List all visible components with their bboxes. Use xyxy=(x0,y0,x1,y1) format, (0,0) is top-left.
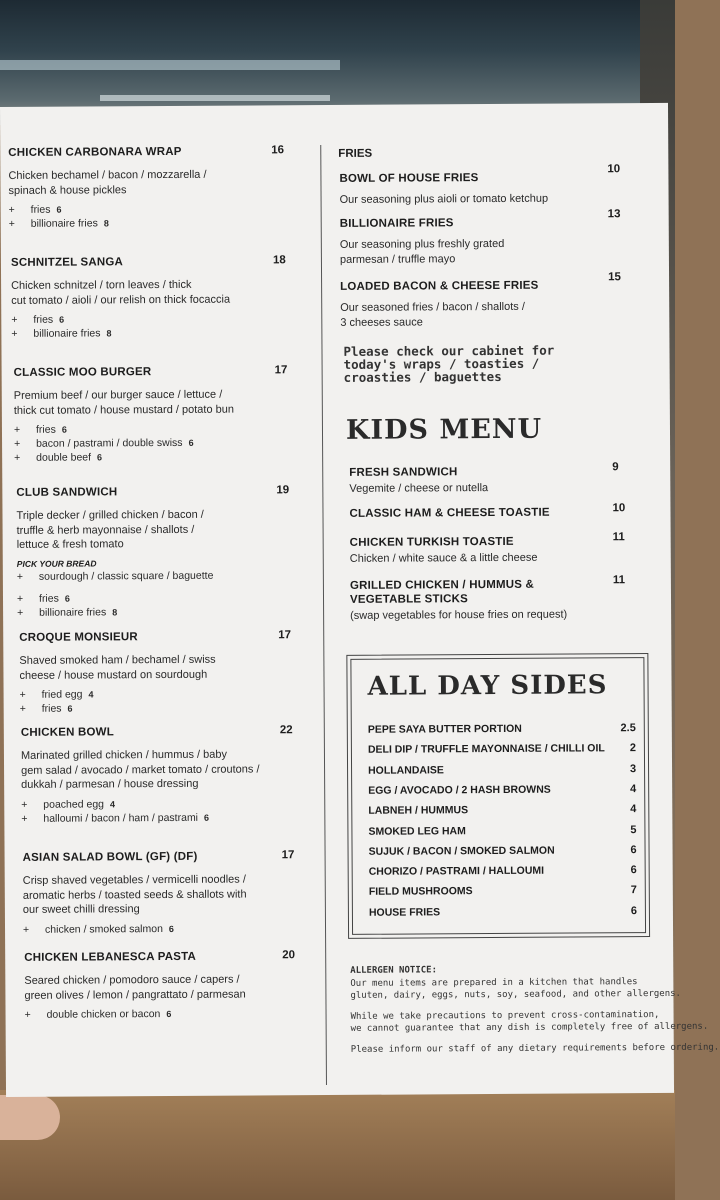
side-price: 2.5 xyxy=(620,722,636,735)
kids-item-name: VEGETABLE STICKS xyxy=(349,593,469,606)
item-description: our sweet chilli dressing xyxy=(22,903,140,916)
add-on-price: 6 xyxy=(168,923,174,934)
side-row xyxy=(368,824,636,842)
side-price: 2 xyxy=(629,742,636,755)
bread-option xyxy=(17,569,214,582)
kids-item-name: CLASSIC HAM & CHEESE TOASTIE xyxy=(349,506,550,520)
item-price: 17 xyxy=(278,629,292,642)
pick-your-bread-label: PICK YOUR BREAD xyxy=(16,557,97,569)
add-on-price: 8 xyxy=(106,328,112,339)
plus-icon: + xyxy=(24,1008,31,1021)
add-on-label: billionaire fries xyxy=(30,217,98,230)
add-on-price: 6 xyxy=(67,703,73,714)
item-price: 17 xyxy=(274,364,288,377)
side-row xyxy=(368,783,636,801)
kids-item-price: 10 xyxy=(612,502,626,515)
side-name: HOUSE FRIES xyxy=(368,906,441,919)
item-description: thick cut tomato / house mustard / potato bun xyxy=(13,403,235,417)
plus-icon: + xyxy=(16,570,24,583)
item-description: Crisp shaved vegetables / vermicelli noodles / xyxy=(22,873,246,887)
kids-item-description: Chicken / white sauce & a little cheese xyxy=(349,551,538,565)
item-name: CHICKEN LEBANESCA PASTA xyxy=(24,950,197,964)
kids-item-name: CHICKEN TURKISH TOASTIE xyxy=(349,535,514,549)
plus-icon: + xyxy=(19,702,26,715)
add-on-label: fries xyxy=(35,423,56,436)
item-description: Seared chicken / pomodoro sauce / capers / xyxy=(24,973,240,987)
side-price: 5 xyxy=(630,823,637,836)
display-shelf xyxy=(0,60,340,70)
column-divider xyxy=(320,145,327,1085)
side-name: CHORIZO / PASTRAMI / HALLOUMI xyxy=(368,864,545,878)
item-description: cut tomato / aioli / our relish on thick focaccia xyxy=(11,293,231,307)
side-row xyxy=(369,864,637,882)
side-row xyxy=(368,763,636,781)
side-name: EGG / AVOCADO / 2 HASH BROWNS xyxy=(368,783,551,797)
allergen-line: we cannot guarantee that any dish is completely free of allergens. xyxy=(350,1021,709,1034)
plus-icon: + xyxy=(17,606,24,619)
add-on xyxy=(21,798,115,811)
add-on xyxy=(20,688,94,700)
add-on-price: 6 xyxy=(166,1008,172,1020)
add-on-price: 6 xyxy=(61,424,67,435)
allergen-line: Please inform our staff of any dietary requirements before ordering. xyxy=(350,1042,720,1055)
side-row xyxy=(368,722,636,740)
item-description: spinach & house pickles xyxy=(8,183,127,197)
item-name: CLASSIC MOO BURGER xyxy=(13,366,152,379)
add-on-price: 4 xyxy=(109,798,116,809)
item-name: ASIAN SALAD BOWL (GF) (DF) xyxy=(22,850,198,864)
plus-icon: + xyxy=(11,313,18,326)
add-on-label: halloumi / bacon / ham / pastrami xyxy=(43,811,199,825)
fries-item-description: 3 cheeses sauce xyxy=(340,315,423,329)
kids-item-description: (swap vegetables for house fries on request) xyxy=(350,608,568,622)
add-on-price: 8 xyxy=(112,606,118,617)
item-description: Triple decker / grilled chicken / bacon / xyxy=(16,508,204,522)
allergen-notice xyxy=(350,963,719,1056)
plus-icon: + xyxy=(11,327,18,340)
item-name: CHICKEN CARBONARA WRAP xyxy=(8,145,182,159)
side-price: 4 xyxy=(630,783,637,796)
menu-sheet xyxy=(0,103,720,1097)
add-on-label: double chicken or bacon xyxy=(46,1008,161,1021)
kids-item-price: 11 xyxy=(612,574,626,587)
add-on xyxy=(9,204,62,216)
item-description: Chicken schnitzel / torn leaves / thick xyxy=(11,278,192,292)
plus-icon: + xyxy=(13,423,21,436)
plus-icon: + xyxy=(8,203,15,216)
add-on xyxy=(14,424,67,436)
side-name: LABNEH / HUMMUS xyxy=(368,804,469,817)
item-price: 18 xyxy=(272,254,286,267)
item-name: CHICKEN BOWL xyxy=(20,726,114,739)
side-price: 6 xyxy=(630,864,637,877)
item-description: cheese / house mustard on sourdough xyxy=(19,668,208,682)
fries-item-price: 15 xyxy=(608,271,621,284)
item-description: lettuce & fresh tomato xyxy=(16,538,124,551)
plus-icon: + xyxy=(19,688,26,701)
fries-heading: FRIES xyxy=(338,147,373,160)
item-name: CLUB SANDWICH xyxy=(16,486,118,499)
add-on-price: 6 xyxy=(203,812,210,823)
item-price: 22 xyxy=(279,724,293,737)
add-on xyxy=(9,217,109,230)
item-description: Premium beef / our burger sauce / lettuce / xyxy=(13,388,223,402)
all-day-sides-box xyxy=(346,653,650,939)
kids-item-name: GRILLED CHICKEN / HUMMUS & xyxy=(349,578,535,592)
add-on xyxy=(14,437,194,450)
item-description: truffle & herb mayonnaise / shallots / xyxy=(16,523,195,537)
add-on-price: 6 xyxy=(64,593,70,604)
item-description: green olives / lemon / pangrattato / parmesan xyxy=(24,988,246,1002)
add-on-price: 8 xyxy=(103,218,109,229)
item-price: 20 xyxy=(282,949,296,962)
item-description: gem salad / avocado / market tomato / croutons / xyxy=(21,762,260,777)
add-on xyxy=(17,592,70,604)
item-name: CROQUE MONSIEUR xyxy=(19,631,138,644)
display-light xyxy=(100,95,330,101)
all-day-sides-title: ALL DAY SIDES xyxy=(367,670,608,702)
side-price: 4 xyxy=(630,803,637,816)
item-description: aromatic herbs / toasted seeds & shallots with xyxy=(22,888,247,902)
add-on-label: double beef xyxy=(36,451,92,464)
fries-item-price: 10 xyxy=(607,163,621,176)
kids-item-name: FRESH SANDWICH xyxy=(349,466,458,479)
cabinet-note-line: croasties / baguettes xyxy=(343,368,502,385)
add-on-price: 6 xyxy=(97,452,103,463)
add-on xyxy=(21,811,209,824)
fries-item-price: 13 xyxy=(607,208,621,221)
item-price: 17 xyxy=(281,849,295,862)
plus-icon: + xyxy=(21,798,28,811)
add-on xyxy=(20,703,73,715)
add-on-label: fries xyxy=(30,203,51,216)
add-on-label: poached egg xyxy=(43,797,105,811)
fries-item-description: Our seasoning plus aioli or tomato ketchup xyxy=(339,192,549,206)
add-on xyxy=(14,451,102,464)
add-on-price: 6 xyxy=(188,437,194,448)
item-description: Shaved smoked ham / bechamel / swiss xyxy=(19,653,216,667)
add-on xyxy=(11,314,64,326)
side-name: HOLLANDAISE xyxy=(368,763,444,777)
add-on-label: fries xyxy=(33,313,54,326)
kids-item-description: Vegemite / cheese or nutella xyxy=(349,482,489,495)
kids-item-price: 9 xyxy=(612,461,619,474)
side-price: 3 xyxy=(629,762,637,775)
cabinet-note-line: today's wraps / toasties / xyxy=(343,355,540,372)
plus-icon: + xyxy=(8,217,15,230)
kids-item-price: 11 xyxy=(612,531,625,544)
add-on xyxy=(25,1008,172,1021)
side-row xyxy=(368,742,636,760)
kids-menu-title: KIDS MENU xyxy=(345,413,543,446)
side-price: 6 xyxy=(630,904,637,917)
add-on-price: 4 xyxy=(88,689,94,700)
add-on xyxy=(11,327,111,340)
fries-item-name: LOADED BACON & CHEESE FRIES xyxy=(340,279,539,293)
plus-icon: + xyxy=(14,437,21,450)
fries-item-description: Our seasoning plus freshly grated xyxy=(339,237,505,251)
item-price: 19 xyxy=(276,484,290,497)
side-name: SMOKED LEG HAM xyxy=(368,824,466,838)
plus-icon: + xyxy=(22,923,30,936)
side-name: PEPE SAYA BUTTER PORTION xyxy=(367,722,522,736)
side-price: 6 xyxy=(630,843,637,856)
allergen-heading: ALLERGEN NOTICE: xyxy=(350,965,438,976)
add-on xyxy=(23,922,174,935)
bread-option-label: sourdough / classic square / baguette xyxy=(38,569,214,583)
plus-icon: + xyxy=(14,451,21,464)
plus-icon: + xyxy=(16,592,24,605)
add-on xyxy=(17,606,117,619)
item-price: 16 xyxy=(271,144,285,157)
side-row xyxy=(369,844,637,862)
item-description: dukkah / parmesan / house dressing xyxy=(21,777,199,791)
add-on-label: billionaire fries xyxy=(39,605,107,619)
side-name: SUJUK / BACON / SMOKED SALMON xyxy=(368,844,555,858)
allergen-line: While we take precautions to prevent cross-contamination, xyxy=(350,1009,660,1022)
item-description: Marinated grilled chicken / hummus / baby xyxy=(20,748,228,762)
side-row xyxy=(368,803,636,821)
plus-icon: + xyxy=(21,812,28,825)
add-on-label: billionaire fries xyxy=(33,327,101,340)
fries-item-name: BILLIONAIRE FRIES xyxy=(339,217,454,230)
allergen-line: gluten, dairy, eggs, nuts, soy, seafood, and other allergens. xyxy=(350,988,681,1001)
item-name: SCHNITZEL SANGA xyxy=(10,256,124,269)
fries-item-description: Our seasoned fries / bacon / shallots / xyxy=(340,300,525,314)
side-row xyxy=(369,905,637,923)
add-on-label: bacon / pastrami / double swiss xyxy=(36,436,183,450)
add-on-label: chicken / smoked salmon xyxy=(44,922,163,936)
allergen-line: Our menu items are prepared in a kitchen that handles xyxy=(350,976,638,989)
thumb xyxy=(0,1095,60,1140)
add-on-label: fried egg xyxy=(41,688,83,701)
side-price: 7 xyxy=(630,884,637,897)
wooden-table xyxy=(0,1090,675,1200)
add-on-price: 6 xyxy=(56,204,62,215)
fries-item-name: BOWL OF HOUSE FRIES xyxy=(339,172,479,185)
cabinet-note-line: Please check our cabinet for xyxy=(343,342,555,359)
add-on-price: 6 xyxy=(59,314,65,325)
side-name: FIELD MUSHROOMS xyxy=(368,885,473,899)
item-description: Chicken bechamel / bacon / mozzarella / xyxy=(8,168,207,182)
add-on-label: fries xyxy=(38,592,59,605)
side-name: DELI DIP / TRUFFLE MAYONNAISE / CHILLI OIL xyxy=(367,742,605,757)
side-row xyxy=(369,885,637,903)
fries-item-description: parmesan / truffle mayo xyxy=(339,252,456,266)
add-on-label: fries xyxy=(41,702,62,715)
